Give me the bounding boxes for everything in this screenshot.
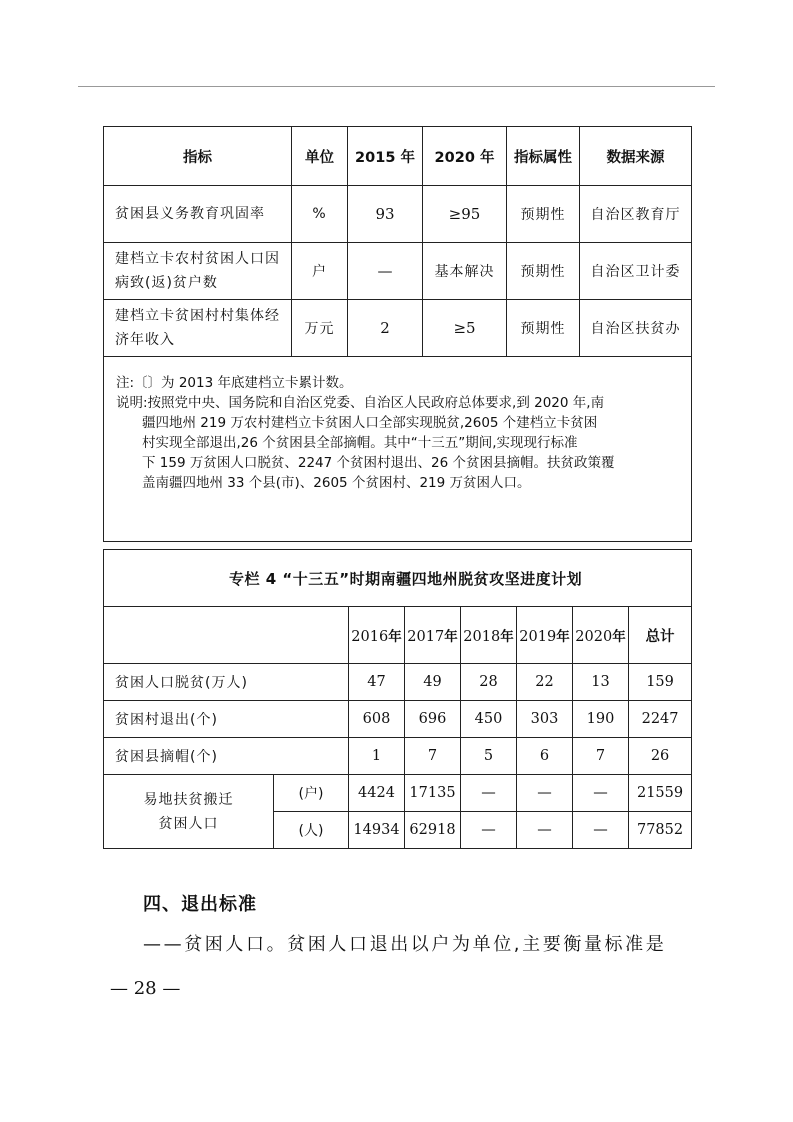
year-suffix: 年 (444, 629, 458, 645)
indicator-cell: 建档立卡贫困村村集体经济年收入 (104, 300, 292, 357)
source-cell: 自治区卫计委 (580, 243, 692, 300)
indicator-cell: 建档立卡农村贫困人口因病致(返)贫户数 (104, 243, 292, 300)
value-cell: — (573, 812, 629, 849)
attribute-cell: 预期性 (507, 300, 580, 357)
relocation-label-text: 易地扶贫搬迁贫困人口 (143, 791, 234, 832)
table-row (104, 243, 692, 300)
value-cell: 14934 (349, 812, 405, 849)
column-header: 2015 年 (348, 127, 423, 186)
value-cell: 47 (349, 664, 405, 701)
unit-cell: (户) (274, 775, 349, 812)
row-label: 贫困村退出(个) (104, 701, 349, 738)
unit-cell: % (292, 186, 348, 243)
indicator-cell: 贫困县义务教育巩固率 (104, 186, 292, 243)
value-cell: 6 (517, 738, 573, 775)
total-header: 总计 (629, 607, 692, 664)
row-label: 贫困人口脱贫(万人) (104, 664, 349, 701)
note-line: 盖南疆四地州 33 个县(市)、2605 个贫困村、219 万贫困人口。 (142, 475, 531, 491)
column-header: 指标 (104, 127, 292, 186)
notes-row (104, 357, 692, 542)
value-cell: 1 (349, 738, 405, 775)
progress-plan-table (103, 549, 692, 849)
value-2015-cell: 2 (348, 300, 423, 357)
page-number: — 28 — (110, 978, 181, 999)
value-cell: 28 (461, 664, 517, 701)
year-number: 2016 (351, 629, 389, 645)
year-number: 2020 (575, 629, 613, 645)
total-cell: 2247 (629, 701, 692, 738)
attribute-cell: 预期性 (507, 186, 580, 243)
value-cell: 303 (517, 701, 573, 738)
table-row (104, 738, 692, 775)
note-line: 下 159 万贫困人口脱贫、2247 个贫困村退出、26 个贫困县摘帽。扶贫政策覆 (142, 455, 615, 471)
year-number: 2017 (407, 629, 445, 645)
source-cell: 自治区扶贫办 (580, 300, 692, 357)
value-cell: 696 (405, 701, 461, 738)
note-line: 疆四地州 219 万农村建档立卡贫困人口全部实现脱贫,2605 个建档立卡贫困 (142, 415, 598, 431)
table-title: 专栏 4 “十三五”时期南疆四地州脱贫攻坚进度计划 (104, 550, 692, 607)
header-rule (78, 86, 715, 87)
empty-header-cell (104, 607, 349, 664)
year-suffix: 年 (612, 629, 626, 645)
table-row (104, 664, 692, 701)
value-cell: 5 (461, 738, 517, 775)
year-header (517, 607, 573, 664)
value-cell: 450 (461, 701, 517, 738)
value-2015-cell: — (348, 243, 423, 300)
table-row (104, 300, 692, 357)
attribute-cell: 预期性 (507, 243, 580, 300)
column-header: 数据来源 (580, 127, 692, 186)
value-cell: — (573, 775, 629, 812)
value-cell: 4424 (349, 775, 405, 812)
note-line: 注:〔〕为 2013 年底建档立卡累计数。 (116, 375, 353, 391)
value-cell: 22 (517, 664, 573, 701)
total-cell: 77852 (629, 812, 692, 849)
note-line: 说明:按照党中央、国务院和自治区党委、自治区人民政府总体要求,到 2020 年,南 (116, 395, 605, 411)
note-line: 村实现全部退出,26 个贫困县全部摘帽。其中“十三五”期间,实现现行标准 (142, 435, 578, 451)
value-cell: 190 (573, 701, 629, 738)
value-cell: — (517, 775, 573, 812)
column-header: 单位 (292, 127, 348, 186)
notes-cell (104, 357, 692, 542)
year-suffix: 年 (388, 629, 402, 645)
value-2020-cell: ≥95 (423, 186, 507, 243)
value-cell: 62918 (405, 812, 461, 849)
year-suffix: 年 (500, 629, 514, 645)
total-cell: 21559 (629, 775, 692, 812)
row-label: 贫困县摘帽(个) (104, 738, 349, 775)
table-title-row (104, 550, 692, 607)
year-header (405, 607, 461, 664)
unit-cell: (人) (274, 812, 349, 849)
year-header (461, 607, 517, 664)
value-cell: 7 (573, 738, 629, 775)
unit-cell: 万元 (292, 300, 348, 357)
section-heading: 四、退出标准 (143, 894, 257, 915)
year-number: 2019 (519, 629, 557, 645)
value-cell: 7 (405, 738, 461, 775)
value-2015-cell: 93 (348, 186, 423, 243)
value-cell: 608 (349, 701, 405, 738)
total-cell: 159 (629, 664, 692, 701)
year-header (573, 607, 629, 664)
body-text: ——贫困人口。贫困人口退出以户为单位,主要衡量标准是 (143, 934, 667, 955)
column-header: 指标属性 (507, 127, 580, 186)
value-cell: — (461, 775, 517, 812)
value-2020-cell: ≥5 (423, 300, 507, 357)
indicator-table (103, 126, 692, 542)
value-cell: 17135 (405, 775, 461, 812)
table-row (104, 186, 692, 243)
year-suffix: 年 (556, 629, 570, 645)
year-number: 2018 (463, 629, 501, 645)
column-header: 2020 年 (423, 127, 507, 186)
value-cell: — (517, 812, 573, 849)
value-cell: — (461, 812, 517, 849)
unit-cell: 户 (292, 243, 348, 300)
table-row (104, 775, 692, 812)
table-header-row (104, 127, 692, 186)
year-header (349, 607, 405, 664)
value-cell: 49 (405, 664, 461, 701)
value-2020-cell: 基本解决 (423, 243, 507, 300)
table-row (104, 701, 692, 738)
table-header-row (104, 607, 692, 664)
relocation-label (104, 775, 274, 849)
total-cell: 26 (629, 738, 692, 775)
source-cell: 自治区教育厅 (580, 186, 692, 243)
value-cell: 13 (573, 664, 629, 701)
